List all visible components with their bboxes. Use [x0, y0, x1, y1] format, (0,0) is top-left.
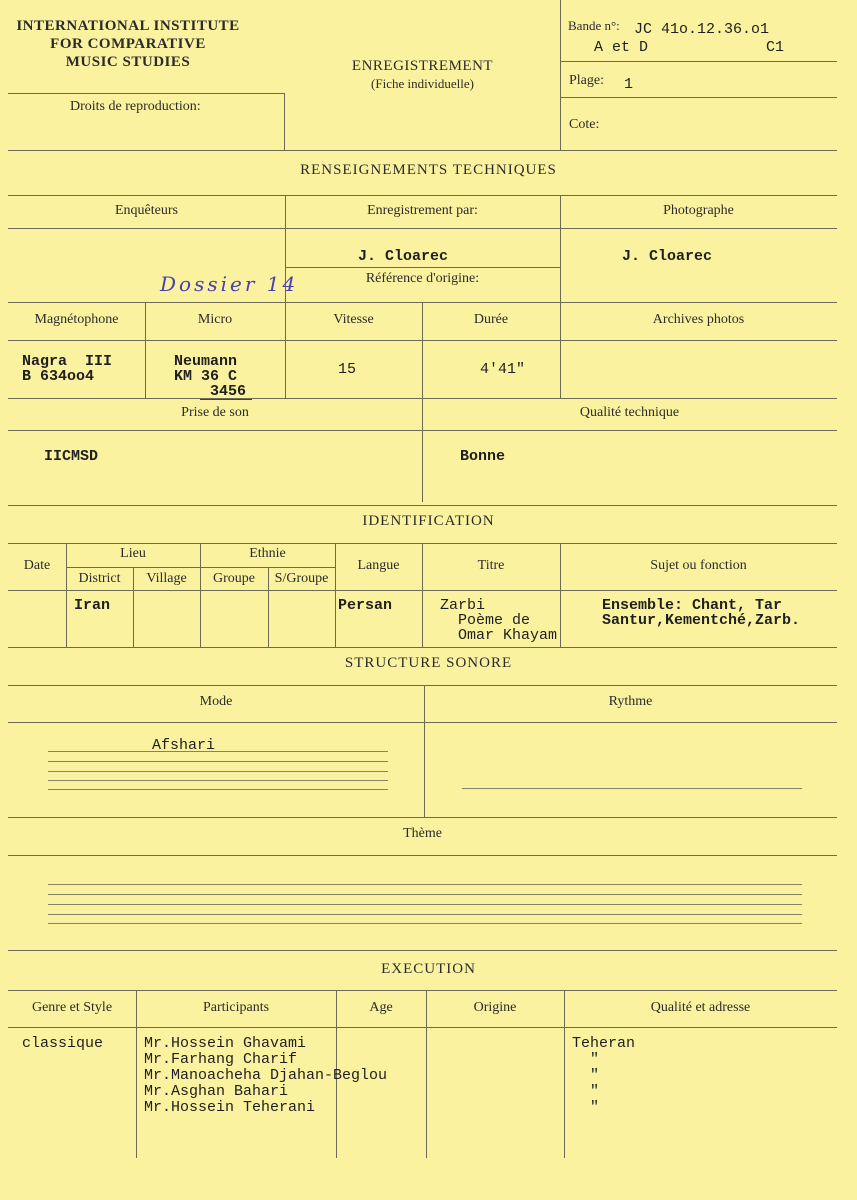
- reference-origine-label: Référence d'origine:: [365, 271, 480, 286]
- sgroupe-label: S/Groupe: [274, 571, 329, 586]
- origine-label: Origine: [473, 1000, 517, 1015]
- mode-value: Afshari: [152, 737, 216, 754]
- bande-number: JC 41o.12.36.o1: [634, 21, 770, 38]
- rythme-label: Rythme: [608, 694, 653, 709]
- genre-style-label: Genre et Style: [31, 1000, 113, 1015]
- handwritten-dossier-note: Dossier 14: [160, 272, 299, 296]
- photographe-label: Photographe: [663, 203, 734, 218]
- section-title-structure: STRUCTURE SONORE: [344, 655, 513, 671]
- vitesse-value: 15: [338, 361, 357, 378]
- participants-label: Participants: [202, 1000, 270, 1015]
- institute-name-line2: FOR COMPARATIVE: [50, 36, 206, 52]
- langue-label: Langue: [357, 558, 400, 573]
- village-label: Village: [146, 571, 187, 586]
- rights-label: Droits de reproduction:: [70, 99, 201, 114]
- sujet-fonction-label: Sujet ou fonction: [650, 558, 747, 573]
- prise-de-son-value: IICMSD: [44, 448, 99, 465]
- plage-value: 1: [624, 76, 634, 93]
- sujet-fonction-value: Ensemble: Chant, Tar Santur,Kementché,Zarb.: [602, 597, 801, 629]
- institute-name-line1: INTERNATIONAL INSTITUTE: [16, 18, 240, 34]
- section-title-execution: EXECUTION: [381, 961, 476, 977]
- section-title-identification: IDENTIFICATION: [362, 513, 495, 529]
- institute-name-line3: MUSIC STUDIES: [65, 54, 191, 70]
- plage-label: Plage:: [569, 73, 604, 88]
- groupe-label: Groupe: [213, 571, 255, 586]
- titre-label: Titre: [477, 558, 505, 573]
- date-label: Date: [23, 558, 51, 573]
- participants-value: Mr.Hossein Ghavami Mr.Farhang Charif Mr.Manoacheha Djahan-Beglou Mr.Asghan Bahari Mr.Hossein Teherani: [144, 1035, 388, 1116]
- genre-style-value: classique: [22, 1035, 104, 1052]
- qualite-adresse-value: Teheran " " " ": [572, 1035, 636, 1116]
- langue-value: Persan: [338, 597, 393, 614]
- duree-value: 4'41": [480, 361, 526, 378]
- bande-sides: A et D: [594, 39, 649, 56]
- bande-label: Bande n°:: [568, 18, 620, 33]
- vitesse-label: Vitesse: [333, 312, 374, 327]
- qualite-technique-label: Qualité technique: [579, 405, 680, 420]
- magnetophone-value: Nagra III B 634oo4: [22, 353, 113, 385]
- qualite-technique-value: Bonne: [460, 448, 506, 465]
- ethnie-label: Ethnie: [249, 546, 286, 561]
- bande-code: C1: [766, 39, 785, 56]
- qualite-adresse-label: Qualité et adresse: [650, 1000, 751, 1015]
- age-label: Age: [369, 1000, 393, 1015]
- duree-label: Durée: [473, 312, 509, 327]
- document-subtitle: (Fiche individuelle): [371, 76, 474, 91]
- mode-label: Mode: [199, 694, 233, 709]
- document-title: ENREGISTREMENT: [351, 58, 494, 74]
- enregistrement-value: J. Cloarec: [358, 248, 449, 265]
- magnetophone-label: Magnétophone: [34, 312, 119, 327]
- lieu-label: Lieu: [120, 546, 146, 561]
- enregistrement-label: Enregistrement par:: [367, 203, 478, 218]
- micro-value: Neumann KM 36 C 3456: [174, 353, 247, 400]
- cote-label: Cote:: [569, 117, 600, 132]
- theme-label: Thème: [403, 826, 442, 841]
- section-title-technical: RENSEIGNEMENTS TECHNIQUES: [300, 162, 557, 178]
- enqueteurs-label: Enquêteurs: [115, 203, 178, 218]
- archives-photos-label: Archives photos: [652, 312, 745, 327]
- district-value: Iran: [74, 597, 111, 614]
- micro-label: Micro: [197, 312, 233, 327]
- titre-value: Zarbi Poème de Omar Khayam: [440, 597, 558, 644]
- district-label: District: [78, 571, 121, 586]
- prise-de-son-label: Prise de son: [181, 405, 249, 420]
- photographe-value: J. Cloarec: [622, 248, 713, 265]
